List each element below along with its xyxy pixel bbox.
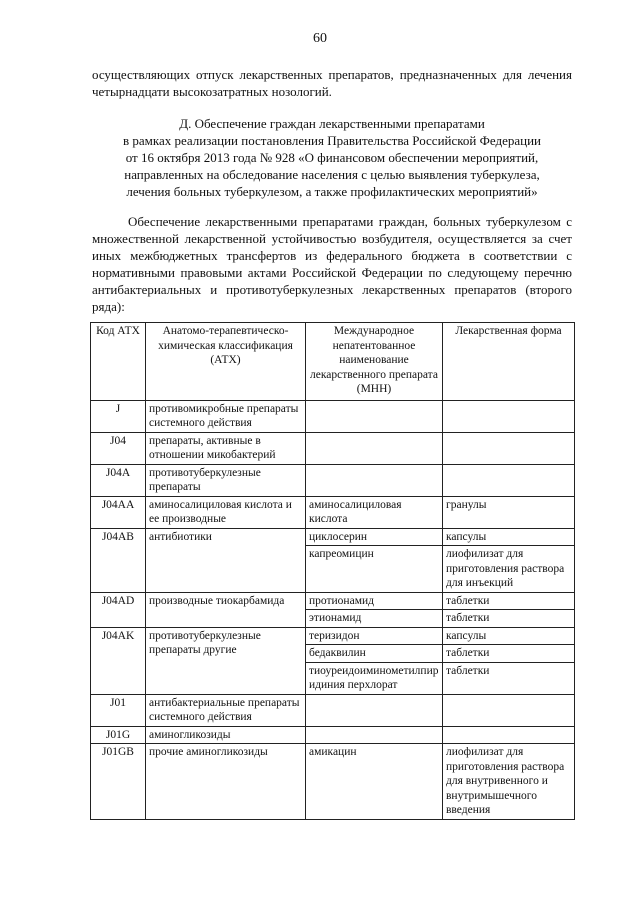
cell-code: J [91,400,146,432]
cell-atc: производные тиокарбамида [146,592,306,627]
table-row [91,592,575,610]
header-inn: Международное непатентованное наименование лекарственного препарата (МНН) [306,323,443,401]
cell-atc: противотуберкулезные препараты другие [146,627,306,694]
section-heading-line: от 16 октября 2013 года № 928 «О финансовом обеспечении мероприятий, [125,150,539,165]
cell-code: J04AA [91,496,146,528]
cell-form: таблетки [443,662,575,694]
cell-form: гранулы [443,496,575,528]
page-number: 60 [313,31,327,46]
header-atc-classification: Анатомо-терапевтическо-химическая классификация (АТХ) [146,323,306,401]
cell-code: J04AD [91,592,146,627]
cell-code: J01GB [91,744,146,820]
section-heading-line: Д. Обеспечение граждан лекарственными препаратами [179,116,485,131]
cell-code: J01G [91,726,146,744]
cell-form: капсулы [443,528,575,546]
table-row [91,627,575,645]
cell-atc: антибактериальные препараты системного действия [146,694,306,726]
cell-form [443,464,575,496]
cell-code: J01 [91,694,146,726]
cell-form: капсулы [443,627,575,645]
cell-inn: циклосерин [306,528,443,546]
section-heading-line: в рамках реализации постановления Правительства Российской Федерации [122,133,542,148]
cell-form [443,726,575,744]
table-row [91,744,575,820]
cell-form [443,694,575,726]
cell-inn [306,464,443,496]
cell-inn [306,694,443,726]
cell-atc: аминогликозиды [146,726,306,744]
cell-inn: этионамид [306,610,443,628]
header-atc-code: Код АТХ [91,323,146,401]
cell-inn: аминосалициловая кислота [306,496,443,528]
intro-paragraph: осуществляющих отпуск лекарственных препаратов, предназначенных для лечения четырнадцати высокозатратных нозологий. [92,67,572,99]
table-row [91,726,575,744]
table-row [91,432,575,464]
cell-form: таблетки [443,610,575,628]
cell-inn: протионамид [306,592,443,610]
cell-code: J04AB [91,528,146,592]
cell-form [443,400,575,432]
table-row [91,694,575,726]
cell-inn: бедаквилин [306,645,443,663]
section-heading-line: направленных на обследование населения с целью выявления туберкулеза, [124,167,540,182]
drug-list-table [90,322,575,820]
cell-inn: теризидон [306,627,443,645]
header-dosage-form: Лекарственная форма [443,323,575,401]
cell-atc: препараты, активные в отношении микобактерий [146,432,306,464]
table-row [91,528,575,546]
body-paragraph: Обеспечение лекарственными препаратами граждан, больных туберкулезом с множественной лекарственной устойчивостью возбудителя, осуществляется за счет иных межбюджетных трансфертов из федерального бюджета в соответствии с нормативными правовыми актами Российской Федерации по следующему перечню антибактериальных и противотуберкулезных лекарственных препаратов (второго ряда): [92,214,572,314]
cell-code: J04 [91,432,146,464]
cell-inn [306,432,443,464]
table-header-row [91,323,575,401]
cell-form [443,432,575,464]
cell-code: J04A [91,464,146,496]
cell-atc: аминосалициловая кислота и ее производные [146,496,306,528]
table-row [91,496,575,528]
table-row [91,400,575,432]
cell-inn: амикацин [306,744,443,820]
cell-atc: прочие аминогликозиды [146,744,306,820]
cell-atc: противомикробные препараты системного действия [146,400,306,432]
cell-inn: капреомицин [306,546,443,593]
cell-form: таблетки [443,645,575,663]
section-heading-line: лечения больных туберкулезом, а также профилактических мероприятий» [126,184,538,199]
cell-form: таблетки [443,592,575,610]
table-row [91,464,575,496]
cell-inn: тиоуреидоиминометилпиридиния перхлорат [306,662,443,694]
cell-atc: антибиотики [146,528,306,592]
cell-inn [306,400,443,432]
cell-form: лиофилизат для приготовления раствора для внутривенного и внутримышечного введения [443,744,575,820]
cell-code: J04AK [91,627,146,694]
section-heading [92,115,572,200]
cell-form: лиофилизат для приготовления раствора для инъекций [443,546,575,593]
cell-inn [306,726,443,744]
cell-atc: противотуберкулезные препараты [146,464,306,496]
